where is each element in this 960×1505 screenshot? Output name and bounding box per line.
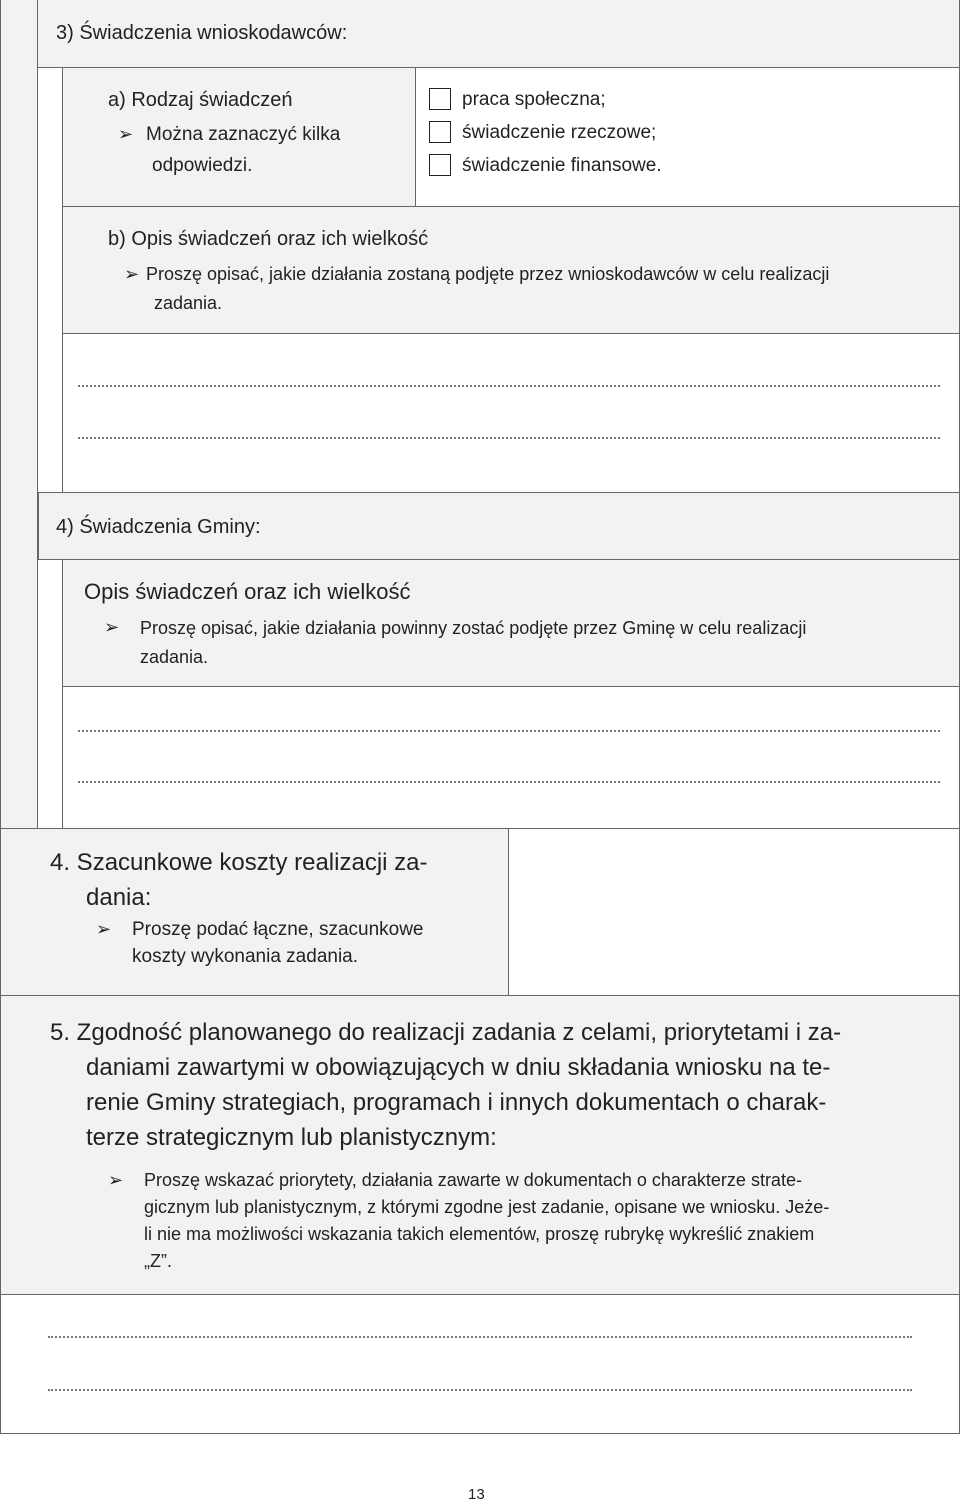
section3a-title: a) Rodzaj świadczeń [108,89,293,111]
checkbox-praca-spoleczna[interactable] [429,88,451,110]
section3b-title: b) Opis świadczeń oraz ich wielkość [108,228,429,250]
section4-cost-hint-2: koszty wykonania zadania. [132,946,359,967]
section5-hint-1: Proszę wskazać priorytety, działania zawarte w dokumentach o charakterze strate- [144,1170,802,1190]
section5-title-1: 5. Zgodność planowanego do realizacji zadania z celami, priorytetami i za- [50,1019,842,1046]
arrow-bullet-icon: ➢ [118,124,134,144]
section3b-hint-2: zadania. [154,293,223,313]
section3a-hint-2: odpowiedzi. [152,155,253,176]
section5-title-2: daniami zawartymi w obowiązujących w dniu składania wniosku na te- [86,1054,831,1081]
option-label: świadczenie rzeczowe; [462,122,657,143]
option-label: świadczenie finansowe. [462,155,662,176]
section4g-hint-2: zadania. [140,647,209,667]
section4g-hint-1: Proszę opisać, jakie działania powinny zostać podjęte przez Gminę w celu realizacji [140,618,807,638]
answer-dotted-line [78,730,940,732]
arrow-bullet-icon: ➢ [104,617,120,637]
option-label: praca społeczna; [462,89,606,110]
answer-dotted-line [78,385,940,387]
section5-hint-4: „Z”. [144,1251,172,1271]
section4g-opis-title: Opis świadczeń oraz ich wielkość [84,579,411,604]
section4g-title: 4) Świadczenia Gminy: [56,516,261,538]
answer-dotted-line [78,781,940,783]
section3-title: 3) Świadczenia wnioskodawców: [56,22,348,44]
section5-hint-3: li nie ma możliwości wskazania takich elementów, proszę rubrykę wykreślić znakiem [144,1224,815,1244]
section4-cost-title-1: 4. Szacunkowe koszty realizacji za- [50,849,428,876]
section5-title-4: terze strategicznym lub planistycznym: [86,1124,497,1151]
arrow-bullet-icon: ➢ [108,1170,124,1190]
section5-answer-area[interactable] [0,1294,960,1434]
left-margin-strip [0,0,38,830]
section4g-answer-area[interactable] [62,686,960,830]
section3b-hint-1: Proszę opisać, jakie działania zostaną podjęte przez wnioskodawców w celu realizacji [146,264,830,284]
arrow-bullet-icon: ➢ [124,264,140,284]
section4-cost-title-2: dania: [86,884,152,911]
checkbox-swiadczenie-finansowe[interactable] [429,154,451,176]
section4-cost-hint-1: Proszę podać łączne, szacunkowe [132,919,424,940]
checkbox-swiadczenie-rzeczowe[interactable] [429,121,451,143]
answer-dotted-line [48,1389,912,1391]
section3b-answer-area[interactable] [62,333,960,493]
answer-dotted-line [78,437,940,439]
section4-cost-answer-cell[interactable] [508,828,960,996]
page-number: 13 [468,1486,485,1503]
section3a-hint-1: Można zaznaczyć kilka [146,124,341,145]
arrow-bullet-icon: ➢ [96,919,112,939]
section5-hint-2: gicznym lub planistycznym, z którymi zgodne jest zadanie, opisane we wniosku. Jeże- [144,1197,830,1217]
section5-title-3: renie Gminy strategiach, programach i innych dokumentach o charak- [86,1089,827,1116]
answer-dotted-line [48,1336,912,1338]
